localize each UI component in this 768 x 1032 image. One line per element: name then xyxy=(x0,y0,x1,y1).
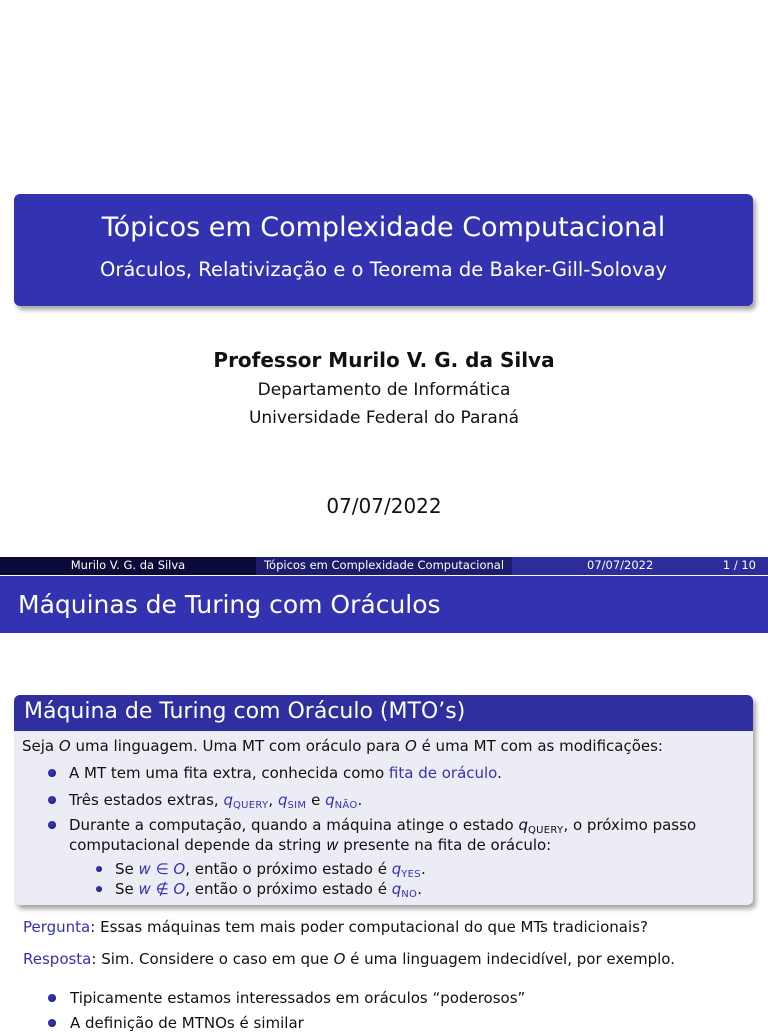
bullet-icon xyxy=(48,821,56,829)
bullet-icon xyxy=(48,994,56,1002)
author-name: Professor Murilo V. G. da Silva xyxy=(213,348,555,372)
item-text: Durante a computação, quando a máquina atinge o estado xyxy=(69,816,519,834)
university: Universidade Federal do Paraná xyxy=(248,408,520,428)
state-subscript: NÃO xyxy=(334,800,358,811)
language-symbol: O xyxy=(333,950,346,968)
presentation-subtitle: Oráculos, Relativização e o Teorema de Baker-Gill-Solovay xyxy=(99,258,668,281)
membership-condition: w ∉ O xyxy=(138,880,186,898)
state-symbol: q xyxy=(391,860,402,878)
block-title: Máquina de Turing com Oráculo (MTO’s) xyxy=(14,695,753,731)
list-item xyxy=(69,791,362,811)
state-subscript: QUERY xyxy=(232,800,269,811)
item-text: computacional depende da string xyxy=(69,836,327,854)
state-symbol: q xyxy=(277,791,288,809)
block-intro xyxy=(22,737,663,755)
presentation-date: 07/07/2022 xyxy=(326,494,442,518)
footline xyxy=(0,557,768,575)
question-line xyxy=(23,918,648,936)
bullet-icon xyxy=(48,769,56,777)
language-symbol: O xyxy=(58,737,71,755)
state-symbol: q xyxy=(223,791,233,809)
answer-text: é uma linguagem indecidível, por exemplo. xyxy=(345,950,675,968)
item-text: . xyxy=(497,764,502,782)
item-text: . xyxy=(357,791,363,809)
footline-date: 07/07/2022 xyxy=(587,558,654,572)
department: Departamento de Informática xyxy=(257,380,511,400)
list-item xyxy=(69,816,696,836)
intro-text: é uma MT com as modificações: xyxy=(416,737,663,755)
footline-title: Tópicos em Complexidade Computacional xyxy=(256,557,512,575)
item-text: Três estados extras, xyxy=(69,791,224,809)
sub-list-item xyxy=(115,880,422,900)
language-symbol: O xyxy=(404,737,417,755)
footline-author: Murilo V. G. da Silva xyxy=(0,557,256,575)
intro-text: uma linguagem. Uma MT com oráculo para xyxy=(70,737,405,755)
state-symbol: q xyxy=(325,791,335,809)
state-subscript: QUERY xyxy=(528,825,564,836)
page-number: 1 / 10 xyxy=(722,558,756,572)
sub-bullet-icon xyxy=(96,866,102,872)
list-item xyxy=(69,764,502,782)
item-text: A MT tem uma fita extra, conhecida como xyxy=(69,764,389,782)
item-text: , então o próximo estado é xyxy=(185,860,392,878)
answer-text: : Sim. Considere o caso em que xyxy=(91,950,334,968)
item-text: Se xyxy=(115,880,139,898)
answer-line xyxy=(23,950,675,968)
title-box xyxy=(14,194,753,306)
state-subscript: SIM xyxy=(287,800,307,811)
item-text: presente na fita de oráculo: xyxy=(338,836,552,854)
item-text: . xyxy=(417,880,422,898)
frame-title-bar xyxy=(0,576,768,633)
question-label: Pergunta xyxy=(23,918,91,936)
definition-block xyxy=(14,695,753,905)
frame-title: Máquinas de Turing com Oráculos xyxy=(18,590,441,619)
state-symbol: q xyxy=(391,880,402,898)
footline-info xyxy=(512,557,768,575)
state-subscript: YES xyxy=(401,869,421,880)
answer-label: Resposta xyxy=(23,950,92,968)
membership-condition: w ∈ O xyxy=(138,860,186,878)
state-subscript: NO xyxy=(401,889,418,900)
item-text: , então o próximo estado é xyxy=(185,880,392,898)
list-item: A definição de MTNOs é similar xyxy=(70,1014,304,1032)
oracle-tape-term: fita de oráculo xyxy=(388,764,498,782)
bullet-icon xyxy=(48,1019,56,1027)
sub-bullet-icon xyxy=(96,886,102,892)
intro-text: Seja xyxy=(22,737,59,755)
string-symbol: w xyxy=(326,836,339,854)
sub-list-item xyxy=(115,860,426,880)
state-symbol: q xyxy=(518,816,528,834)
separator: e xyxy=(306,791,326,809)
separator: , xyxy=(268,791,278,809)
item-text: . xyxy=(420,860,426,878)
list-item-continuation xyxy=(69,836,551,854)
list-item: Tipicamente estamos interessados em oráculos “poderosos” xyxy=(70,989,526,1007)
item-text: Se xyxy=(115,860,139,878)
item-text: , o próximo passo xyxy=(563,816,697,834)
presentation-title: Tópicos em Complexidade Computacional xyxy=(101,212,666,243)
question-text: : Essas máquinas tem mais poder computacional do que MTs tradicionais? xyxy=(90,918,648,936)
bullet-icon xyxy=(48,796,56,804)
